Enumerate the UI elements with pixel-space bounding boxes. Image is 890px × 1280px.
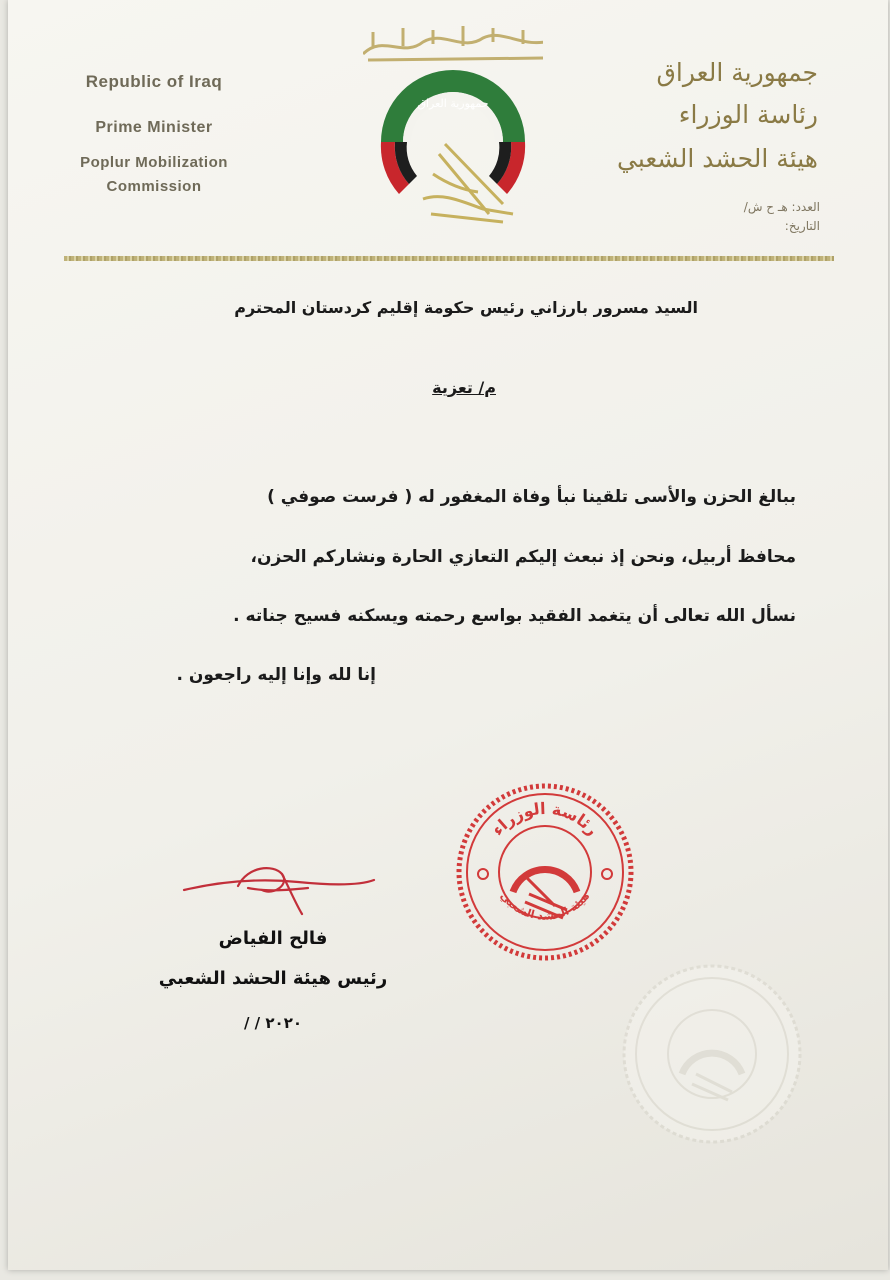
letterhead-en-commission-line2: Commission (106, 178, 202, 195)
handwritten-signature (178, 860, 378, 920)
stamp-top-text: رئاسة الوزراء (487, 798, 603, 840)
letterhead-ar-commission: هيئة الحشد الشعبي (616, 144, 818, 173)
emblem-logo (363, 24, 543, 229)
paragraph-line: نسأل الله تعالى أن يتغمد الفقيد بواسع رحمته ويسكنه فسيح جناته . (233, 606, 796, 626)
reference-date-label: التاريخ: (784, 219, 820, 233)
letterhead-ar-office: رئاسة الوزراء (678, 100, 818, 129)
letterhead-ar-country: جمهورية العراق (656, 58, 818, 87)
letterhead-divider (64, 256, 834, 261)
letterhead-en-country: Republic of Iraq (85, 72, 223, 91)
emblem-arc-text: جمهورية العراق (417, 97, 489, 110)
letter-page (8, 0, 888, 1270)
letterhead-emblem (363, 24, 543, 229)
paragraph-closing: إنا لله وإنا إليه راجعون . (176, 665, 376, 685)
signature-date: / / ٢٠٢٠ (243, 1014, 303, 1032)
letterhead-en-office: Prime Minister (95, 119, 213, 136)
letterhead-en-commission-line1: Poplur Mobilization (80, 154, 228, 171)
embossed-seal-mark (620, 962, 805, 1147)
official-stamp (455, 782, 635, 962)
stamp-bottom-text: هيئة الحشد الشعبي (497, 889, 593, 923)
embossed-seal (620, 962, 805, 1147)
signatory-title: رئيس هيئة الحشد الشعبي (158, 968, 388, 989)
signatory-name: فالح الفياض (218, 928, 328, 949)
letter-subject: م/ تعزية (432, 378, 496, 397)
reference-number-label: العدد: هـ ح ش/ (743, 200, 820, 214)
stamp-seal (455, 782, 635, 962)
letter-addressee: السيد مسرور بارزاني رئيس حكومة إقليم كردستان المحترم (234, 298, 698, 317)
paragraph-line: ببالغ الحزن والأسى تلقينا نبأ وفاة المغفور له ( فرست صوفي ) (267, 487, 796, 507)
paragraph-line: محافظ أربيل، ونحن إذ نبعث إليكم التعازي الحارة ونشاركم الحزن، (250, 547, 796, 567)
